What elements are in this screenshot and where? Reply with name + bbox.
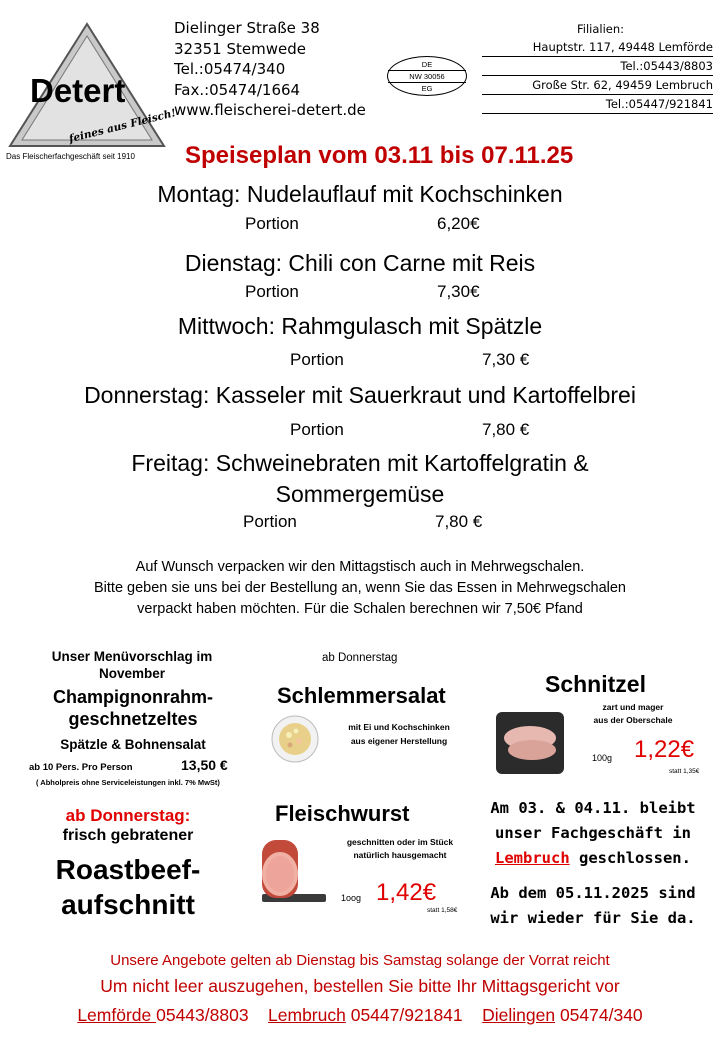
menu-suggestion-line2: November (98, 666, 166, 681)
menu-suggestion-dish1: Champignonrahm- (53, 687, 213, 707)
salat-desc2: aus eigener Herstellung (350, 736, 448, 746)
menu-suggestion-dish2: geschnetzeltes (68, 709, 198, 729)
announcement-line1: Am 03. & 04.11. bleibt (490, 799, 696, 817)
price-wednesday: 7,30 € (482, 350, 530, 369)
menu-suggestion-line1: Unser Menüvorschlag im (51, 649, 213, 664)
schnitzel-image (494, 706, 566, 778)
portion-label-wednesday: Portion (290, 350, 344, 369)
menu-suggestion-note: ( Abholpreis ohne Serviceleistungen inkl. 7% MwSt) (36, 778, 220, 787)
menu-suggestion-dish (20, 686, 246, 730)
address-phone: Tel.:05474/340 (174, 60, 286, 78)
fleischwurst-description (333, 836, 467, 862)
announcement-line2: unser Fachgeschäft in (495, 824, 691, 842)
branches-title: Filialien: (577, 22, 625, 36)
schnitzel-base-price: statt 1,35€ (669, 768, 700, 775)
dish-thursday: Donnerstag: Kasseler mit Sauerkraut und Kartoffelbrei (84, 382, 636, 408)
portion-label-tuesday: Portion (245, 282, 299, 301)
announcement-closed: geschlossen. (569, 849, 691, 867)
detert-logo (8, 22, 178, 150)
address-website[interactable]: www.fleischerei-detert.de (174, 101, 366, 119)
dish-friday: Freitag: Schweinebraten mit Kartoffelgratin & (131, 450, 589, 476)
info-line-1: Auf Wunsch verpacken wir den Mittagstisch auch in Mehrwegschalen. (135, 559, 585, 575)
footer-phone-dielingen[interactable]: 05474/340 (555, 1005, 643, 1025)
footer-place-lembruch: Lembruch (268, 1005, 346, 1025)
schnitzel-desc1: zart und mager (602, 702, 664, 712)
menu-suggestion-condition: ab 10 Pers. Pro Person (29, 762, 133, 773)
menu-suggestion-price: 13,50 € (181, 757, 228, 773)
price-thursday: 7,80 € (482, 420, 530, 439)
footer-contacts (0, 1001, 720, 1030)
seal-number: NW 30056 (388, 70, 466, 83)
schnitzel-description (573, 701, 693, 727)
address-city: 32351 Stemwede (174, 39, 306, 58)
branches (482, 22, 713, 114)
eu-health-seal (387, 56, 467, 96)
seal-eg: EG (421, 84, 433, 93)
fleischwurst-weight: 1oog (341, 893, 362, 903)
portion-label-monday: Portion (245, 214, 299, 233)
price-tuesday: 7,30€ (437, 282, 480, 301)
fleischwurst-desc1: geschnitten oder im Stück (346, 837, 454, 847)
seal-country: DE (421, 60, 433, 69)
announcement-town: Lembruch (495, 849, 570, 867)
menu-suggestion-header (26, 648, 238, 682)
dish-tuesday: Dienstag: Chili con Carne mit Reis (184, 250, 536, 276)
roastbeef-line4: aufschnitt (61, 889, 195, 920)
roastbeef-offer (30, 806, 226, 922)
roastbeef-line3: Roastbeef- (55, 854, 201, 885)
fleischwurst-image (248, 830, 330, 912)
price-friday: 7,80 € (435, 512, 483, 531)
salat-availability: ab Donnerstag (322, 652, 398, 664)
logo-caption: Das Fleischerfachgeschäft seit 1910 (6, 152, 135, 161)
fleischwurst-price: 1,42€ (376, 879, 437, 906)
portion-label-friday: Portion (243, 512, 297, 531)
footer-validity: Unsere Angebote gelten ab Dienstag bis Samstag solange der Vorrat reicht (110, 952, 610, 969)
salat-name: Schlemmersalat (277, 683, 446, 708)
footer-phone-lemfoerde[interactable]: 05443/8803 (156, 1005, 249, 1025)
schnitzel-weight: 100g (592, 753, 613, 763)
logo-brand: Detert (30, 72, 126, 109)
branch-lembruch-tel: Tel.:05447/921841 (482, 95, 713, 114)
announcement-line5: wir wieder für Sie da. (490, 909, 696, 927)
footer-place-dielingen: Dielingen (482, 1005, 556, 1025)
logo-tagline: feines aus Fleisch! (67, 107, 178, 146)
branch-lemfoerde-street: Hauptstr. 117, 49448 Lemförde (482, 38, 713, 57)
salat-image (270, 714, 320, 764)
branch-lemfoerde-tel: Tel.:05443/8803 (482, 57, 713, 76)
announcement-line4: Ab dem 05.11.2025 sind (490, 884, 696, 902)
reusable-containers-info (0, 557, 720, 620)
fleischwurst-base-price: statt 1,58€ (427, 907, 458, 914)
info-line-3: verpackt haben möchten. Für die Schalen berechnen wir 7,50€ Pfand (137, 601, 583, 617)
footer-order-hint: Um nicht leer auszugehen, bestellen Sie bitte Ihr Mittagsgericht vor (100, 976, 620, 996)
schnitzel-price: 1,22€ (634, 736, 695, 763)
schnitzel-desc2: aus der Oberschale (593, 715, 673, 725)
price-monday: 6,20€ (437, 214, 480, 233)
portion-label-thursday: Portion (290, 420, 344, 439)
dish-friday-line2: Sommergemüse (275, 481, 445, 507)
footer-place-lemfoerde: Lemförde (77, 1005, 157, 1025)
dish-monday: Montag: Nudelauflauf mit Kochschinken (157, 181, 563, 207)
menu-title: Speiseplan vom 03.11 bis 07.11.25 (185, 142, 574, 169)
roastbeef-line2: frisch gebratener (62, 827, 194, 844)
menu-suggestion-sides: Spätzle & Bohnensalat (60, 737, 206, 752)
roastbeef-line1: ab Donnerstag: (65, 806, 191, 825)
salat-desc1: mit Ei und Kochschinken (348, 722, 450, 732)
address-street: Dielinger Straße 38 (174, 19, 320, 37)
footer-phone-lembruch[interactable]: 05447/921841 (345, 1005, 463, 1025)
info-line-2: Bitte geben sie uns bei der Bestellung an, wenn Sie das Essen in Mehrwegschalen (94, 580, 626, 596)
salat-description (326, 720, 472, 748)
fleischwurst-desc2: natürlich hausgemacht (353, 850, 447, 860)
dish-wednesday: Mittwoch: Rahmgulasch mit Spätzle (177, 313, 543, 339)
address-fax: Fax.:05474/1664 (174, 80, 301, 99)
announcement-line3 (470, 846, 716, 871)
closure-announcement (470, 796, 716, 931)
branch-lembruch-street: Große Str. 62, 49459 Lembruch (482, 76, 713, 95)
footer (0, 950, 720, 1030)
schnitzel-name: Schnitzel (545, 671, 646, 697)
main-address (174, 18, 366, 121)
fleischwurst-name: Fleischwurst (275, 801, 410, 826)
